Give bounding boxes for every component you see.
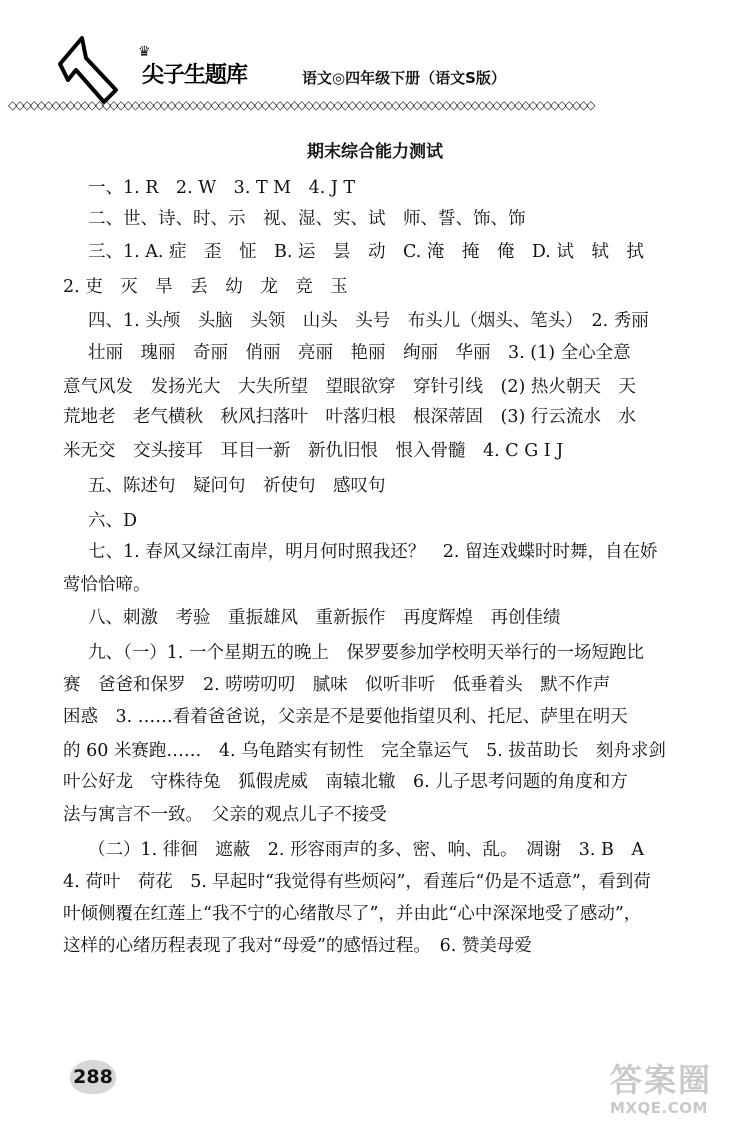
answer-line: 七、1. 春风又绿江南岸，明月何时照我还？ 2. 留连戏蝶时时舞，自在娇 [88, 542, 658, 562]
answer-line: 米无交 交头接耳 耳目一新 新仇旧恨 恨入骨髓 4. C G I J [63, 441, 564, 461]
answer-line: 这样的心绪历程表现了我对“母爱”的感悟过程。 6. 赞美母爱 [63, 936, 532, 956]
answer-line: 叶倾侧覆在红莲上“我不宁的心绪散尽了”，并由此“心中深深地受了感动”， [63, 904, 642, 924]
answer-line: 的 60 米赛跑…… 4. 乌龟踏实有韧性 完全靠运气 5. 拔苗助长 刻舟求剑 [63, 741, 666, 761]
answer-line: 三、1. A. 症 歪 怔 B. 运 昙 动 C. 淹 掩 俺 D. 试 轼 拭 [88, 242, 644, 262]
answer-line: 困惑 3. ……看着爸爸说，父亲是不是要他指望贝利、托尼、萨里在明天 [63, 707, 628, 727]
answer-line: 八、刺激 考验 重振雄风 重新振作 再度辉煌 再创佳绩 [88, 608, 561, 628]
answer-line: 四、1. 头颅 头脑 头领 山头 头号 布头儿（烟头、笔头） 2. 秀丽 [88, 311, 649, 331]
answer-line: （二）1. 徘徊 遮蔽 2. 形容雨声的多、密、响、乱。 凋谢 3. B A [88, 840, 645, 860]
answer-line: 一、1. R 2. W 3. T M 4. J T [88, 178, 356, 198]
answer-line: 意气风发 发扬光大 大失所望 望眼欲穿 穿针引线 (2) 热火朝天 天 [63, 377, 636, 397]
arrow-logo-icon [56, 34, 120, 104]
answer-line: 4. 荷叶 荷花 5. 早起时“我觉得有些烦闷”，看莲后“仍是不适意”，看到荷 [63, 872, 651, 892]
answer-line: 莺恰恰啼。 [63, 575, 151, 595]
answer-line: 五、陈述句 疑问句 祈使句 感叹句 [88, 476, 386, 496]
answer-line: 壮丽 瑰丽 奇丽 俏丽 亮丽 艳丽 绚丽 华丽 3. (1) 全心全意 [88, 343, 631, 363]
page-header [0, 0, 750, 110]
answer-line: 叶公好龙 守株待兔 狐假虎威 南辕北辙 6. 儿子思考问题的角度和方 [63, 772, 628, 792]
answer-line: 九、（一）1. 一个星期五的晚上 保罗要参加学校明天举行的一场短跑比 [88, 643, 645, 663]
answer-line: 六、D [88, 511, 138, 531]
answer-line: 荒地老 老气横秋 秋风扫落叶 叶落归根 根深蒂固 (3) 行云流水 水 [63, 407, 636, 427]
header-divider: ◇◇◇◇◇◇◇◇◇◇◇◇◇◇◇◇◇◇◇◇◇◇◇◇◇◇◇◇◇◇◇◇◇◇◇◇◇◇◇◇◇◇◇◇◇◇◇◇◇◇◇◇◇◇◇◇◇◇◇◇◇◇◇◇◇◇◇◇◇◇◇◇◇◇◇◇◇◇◇◇◇ [8, 98, 594, 112]
brand-logo: 尖子生题库 [142, 63, 248, 88]
watermark [610, 1055, 740, 1120]
crown-icon: ♛ [138, 44, 151, 60]
page-number: 288 [70, 1060, 116, 1094]
watermark-logo: 答案圈 [610, 1061, 713, 1099]
answer-line: 法与寓言不一致。 父亲的观点儿子不接受 [63, 805, 387, 825]
answer-line: 二、世、诗、时、示 视、湿、实、试 师、誓、饰、饰 [88, 209, 526, 229]
watermark-url: MXQE.COM [610, 1099, 708, 1117]
page-title: 期末综合能力测试 [307, 142, 443, 162]
answer-line: 2. 吏 灭 旱 丢 幼 龙 竞 玉 [63, 277, 348, 297]
book-title: 语文◎四年级下册（语文S版） [302, 69, 506, 87]
answer-line: 赛 爸爸和保罗 2. 唠唠叨叨 腻味 似听非听 低垂着头 默不作声 [63, 675, 611, 695]
